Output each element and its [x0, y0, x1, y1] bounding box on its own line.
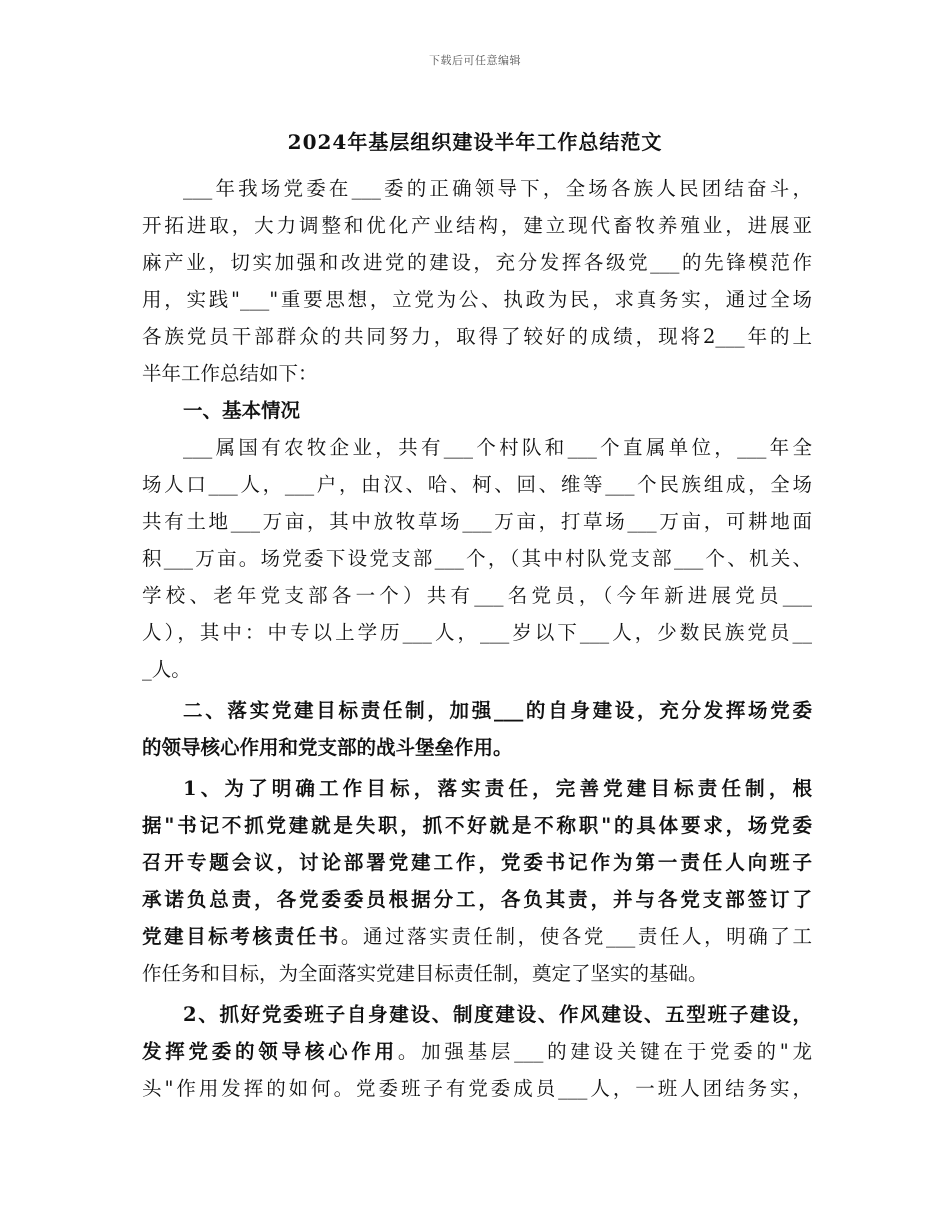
section-heading: 一、基本情况	[183, 399, 301, 422]
paragraph-line: 人），其中：中专以上学历___人，___岁以下___人，少数民族党员__	[142, 621, 812, 644]
paragraph-line: 场人口___人，___户，由汉、哈、柯、回、维等___个民族组成，全场	[142, 473, 812, 496]
paragraph-line: 开拓进取，大力调整和优化产业结构，建立现代畜牧养殖业，进展亚	[142, 214, 812, 237]
page-header-note: 下载后可任意编辑	[429, 54, 521, 67]
item-normal-span: 。加强基层___的建设关键在于党委的"龙	[397, 1040, 812, 1063]
paragraph-line: 学校、老年党支部各一个）共有___名党员，（今年新进展党员___	[142, 584, 812, 607]
paragraph-line: ___属国有农牧企业，共有___个村队和___个直属单位，___年全	[183, 436, 812, 459]
document-body	[142, 170, 812, 1107]
item-line-mixed	[142, 1033, 812, 1070]
paragraph-line: 头"作用发挥的如何。党委班子有党委成员___人，一班人团结务实，	[142, 1077, 812, 1100]
paragraph-line: 积___万亩。场党委下设党支部___个，（其中村队党支部___个、机关、	[142, 547, 812, 570]
item-bold-span: 发挥党委的领导核心作用	[142, 1040, 398, 1063]
paragraph-line: 麻产业，切实加强和改进党的建设，充分发挥各级党___的先锋模范作	[142, 251, 812, 274]
item-line-bold: 承诺负总责，各党委委员根据分工，各负其责，并与各党支部签订了	[142, 888, 812, 911]
item-bold-span: 党建目标考核责任书	[142, 925, 341, 948]
item-normal-span: 。通过落实责任制，使各党___责任人，明确了工	[340, 925, 812, 948]
paragraph-line: 共有土地___万亩，其中放牧草场___万亩，打草场___万亩，可耕地面	[142, 510, 812, 533]
section-heading: 的领导核心作用和党支部的战斗堡垒作用。	[142, 736, 513, 759]
item-line-mixed	[142, 918, 812, 955]
paragraph-line: 作任务和目标，为全面落实党建目标责任制，奠定了坚实的基础。	[142, 962, 708, 985]
item-line-bold: 1、为了明确工作目标，落实责任，完善党建目标责任制，根	[183, 777, 812, 800]
paragraph-line: 各族党员干部群众的共同努力，取得了较好的成绩，现将2___年的上	[142, 325, 812, 348]
item-line-bold: 召开专题会议，讨论部署党建工作，党委书记作为第一责任人向班子	[142, 851, 812, 874]
section-heading: 二、落实党建目标责任制，加强___的自身建设，充分发挥场党委	[183, 699, 812, 722]
paragraph-line: ___年我场党委在___委的正确领导下，全场各族人民团结奋斗，	[183, 177, 812, 200]
paragraph-line: _人。	[142, 658, 191, 681]
paragraph-line: 用，实践"___"重要思想，立党为公、执政为民，求真务实，通过全场	[142, 288, 812, 311]
document-title: 2024年基层组织建设半年工作总结范文	[287, 130, 663, 154]
item-line-bold: 2、抓好党委班子自身建设、制度建设、作风建设、五型班子建设，	[183, 1003, 812, 1026]
item-line-bold: 据"书记不抓党建就是失职，抓不好就是不称职"的具体要求，场党委	[142, 814, 812, 837]
paragraph-line: 半年工作总结如下：	[142, 362, 318, 385]
